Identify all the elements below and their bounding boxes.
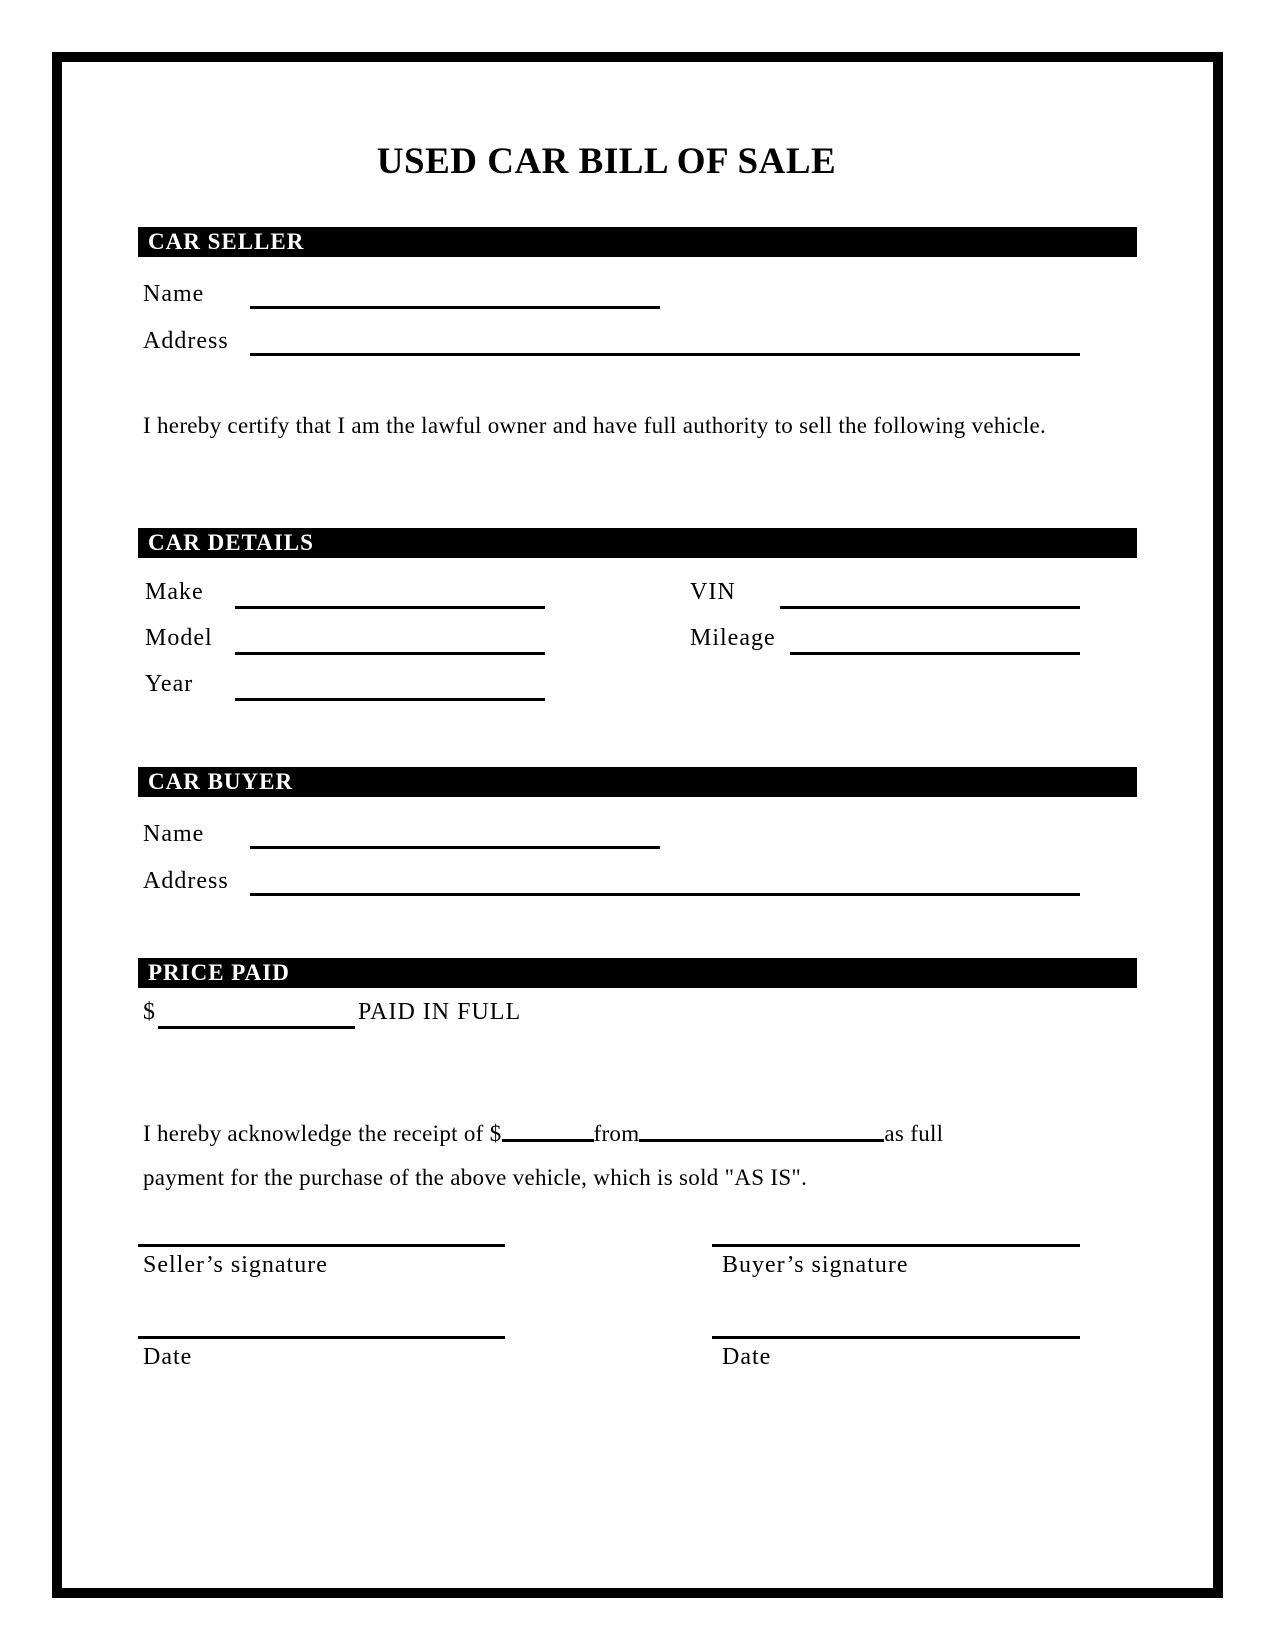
page-border-frame bbox=[52, 52, 1223, 1598]
seller-name-label: Name bbox=[143, 281, 205, 307]
acknowledgement-text bbox=[143, 1112, 1093, 1200]
currency-symbol: $ bbox=[143, 999, 156, 1025]
seller-address-field[interactable] bbox=[250, 353, 1080, 356]
buyer-name-label: Name bbox=[143, 821, 205, 847]
document-title: USED CAR BILL OF SALE bbox=[376, 141, 837, 182]
buyer-address-field[interactable] bbox=[250, 893, 1080, 896]
buyer-signature-label: Buyer’s signature bbox=[722, 1252, 909, 1278]
seller-signature-label: Seller’s signature bbox=[143, 1252, 328, 1278]
buyer-date-label: Date bbox=[722, 1344, 772, 1370]
vin-field[interactable] bbox=[780, 606, 1080, 609]
vin-label: VIN bbox=[690, 579, 736, 605]
buyer-address-label: Address bbox=[143, 868, 229, 894]
price-section-header: PRICE PAID bbox=[138, 958, 1137, 988]
seller-section-header: CAR SELLER bbox=[138, 227, 1137, 257]
seller-date-field[interactable] bbox=[138, 1336, 505, 1339]
buyer-section-header: CAR BUYER bbox=[138, 767, 1137, 797]
make-label: Make bbox=[145, 579, 204, 605]
acknowledgement-line2: payment for the purchase of the above vehicle, which is sold "AS IS". bbox=[143, 1165, 808, 1190]
price-amount-field[interactable] bbox=[158, 1026, 355, 1029]
seller-address-label: Address bbox=[143, 328, 229, 354]
make-field[interactable] bbox=[235, 606, 545, 609]
year-field[interactable] bbox=[235, 698, 545, 701]
year-label: Year bbox=[145, 671, 194, 697]
receipt-from-field[interactable] bbox=[639, 1139, 884, 1142]
model-field[interactable] bbox=[235, 652, 545, 655]
receipt-amount-field[interactable] bbox=[502, 1139, 594, 1142]
buyer-signature-field[interactable] bbox=[712, 1244, 1080, 1247]
buyer-name-field[interactable] bbox=[250, 846, 660, 849]
acknowledgement-part3: as full bbox=[884, 1121, 944, 1146]
details-section-header: CAR DETAILS bbox=[138, 528, 1137, 558]
buyer-date-field[interactable] bbox=[712, 1336, 1080, 1339]
acknowledgement-part2: from bbox=[593, 1121, 640, 1146]
seller-certification-text: I hereby certify that I am the lawful owner and have full authority to sell the following vehicle. bbox=[143, 413, 1047, 438]
mileage-label: Mileage bbox=[690, 625, 776, 651]
seller-name-field[interactable] bbox=[250, 306, 660, 309]
acknowledgement-part1: I hereby acknowledge the receipt of $ bbox=[143, 1121, 502, 1146]
paid-in-full-label: PAID IN FULL bbox=[358, 999, 522, 1025]
seller-date-label: Date bbox=[143, 1344, 193, 1370]
mileage-field[interactable] bbox=[790, 652, 1080, 655]
model-label: Model bbox=[145, 625, 213, 651]
seller-signature-field[interactable] bbox=[138, 1244, 505, 1247]
